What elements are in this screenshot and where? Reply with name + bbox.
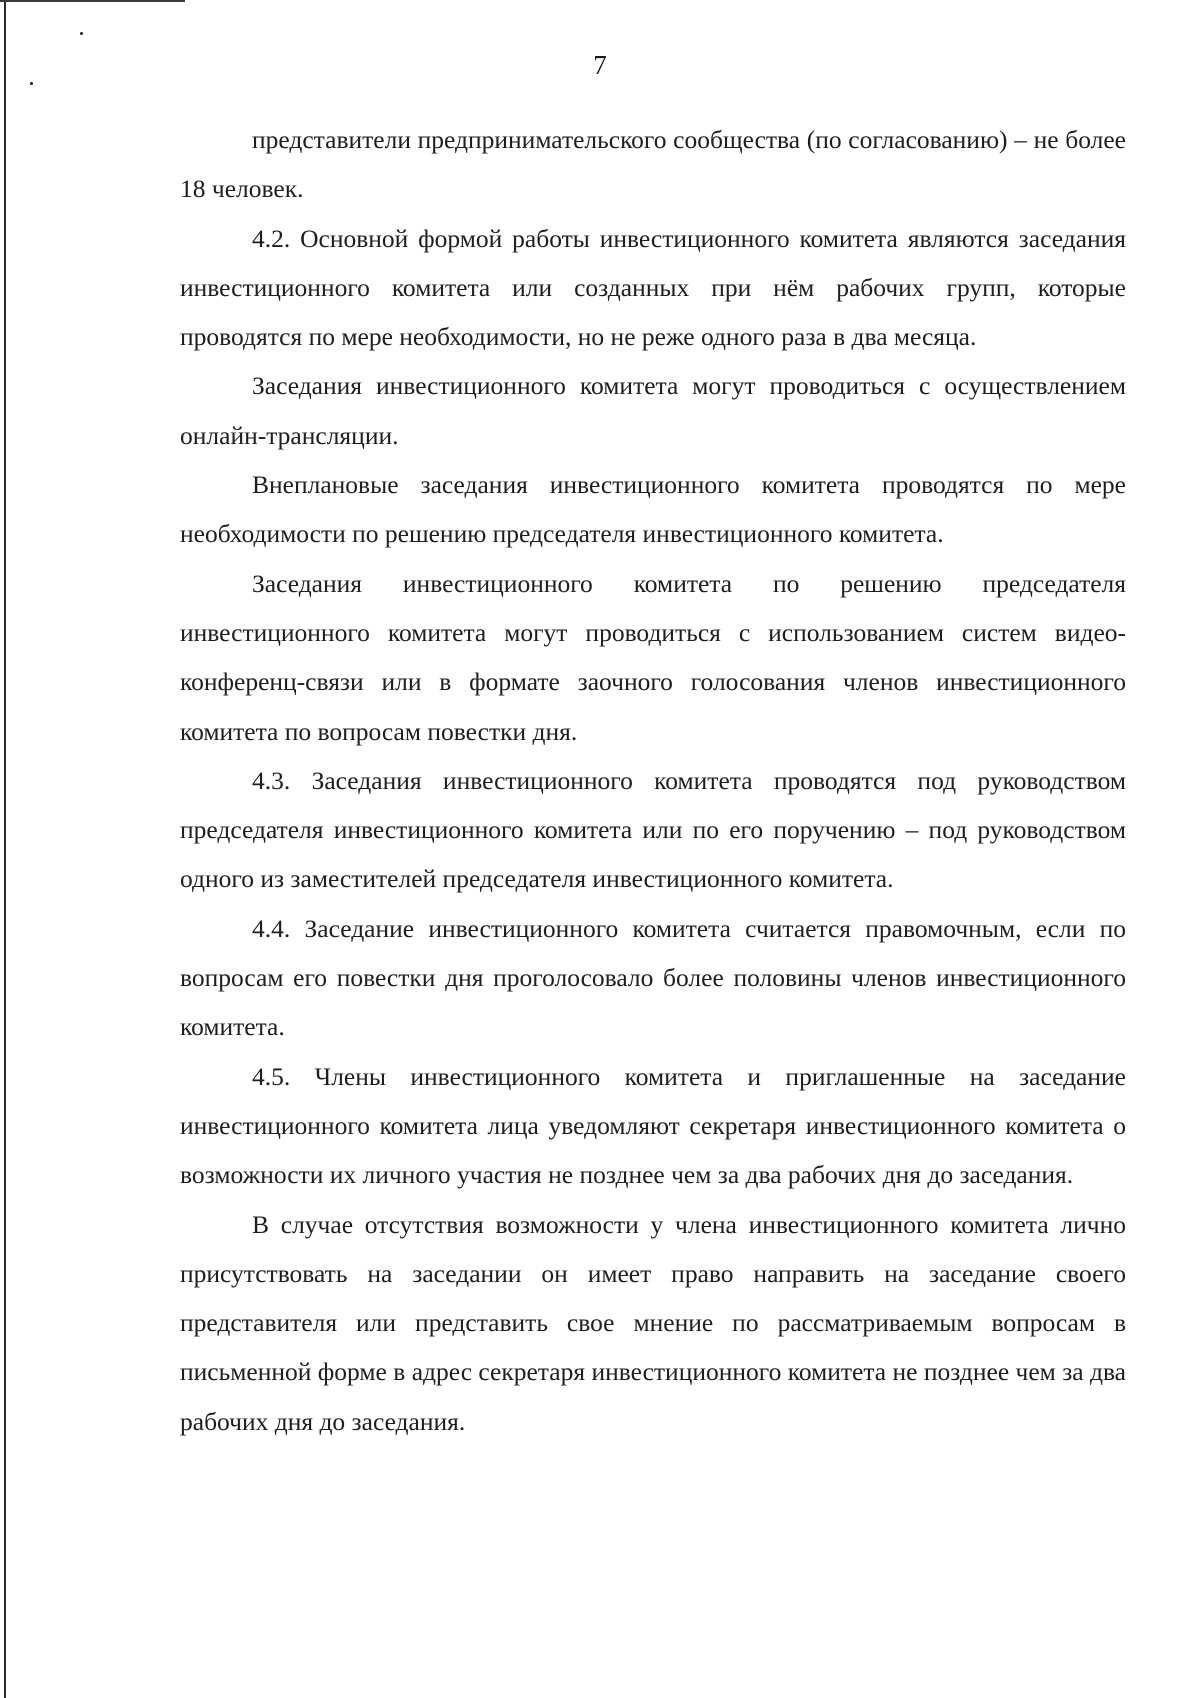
paragraph-4-4: 4.4. Заседание инвестиционного комитета считается правомочным, если по вопросам его повестки дня проголосовало более половины членов инвестиционного комитета. bbox=[180, 913, 1126, 1042]
scan-speck bbox=[80, 32, 83, 35]
scan-edge-top bbox=[0, 0, 185, 2]
paragraph-unscheduled-meetings: Внеплановые заседания инвестиционного комитета проводятся по мере необходимости по решению председателя инвестиционного комитета. bbox=[180, 470, 1126, 549]
scan-edge-left bbox=[4, 0, 6, 1698]
paragraph-video-conference: Заседания инвестиционного комитета по решению председателя инвестиционного комитета могут проводиться с использованием систем видео-конференц-связи или в формате заочного голосования членов инвестиционного комитета по вопросам повестки дня. bbox=[180, 568, 1126, 746]
paragraph-4-2: 4.2. Основной формой работы инвестиционного комитета являются заседания инвестиционного комитета или созданных при нём рабочих групп, которые проводятся по мере необходимости, но не реже одного раза в два месяца. bbox=[180, 223, 1126, 352]
paragraph-online-broadcast: Заседания инвестиционного комитета могут проводиться с осуществлением онлайн-трансляции. bbox=[180, 371, 1126, 450]
paragraph-absence: В случае отсутствия возможности у члена инвестиционного комитета лично присутствовать на заседании он имеет право направить на заседание своего представителя или представить свое мнение по рассматриваемым вопросам в письменной форме в адрес секретаря инвестиционного комитета не позднее чем за два рабочих дня до заседания. bbox=[180, 1209, 1126, 1436]
page-number: 7 bbox=[593, 50, 607, 80]
document-body bbox=[180, 115, 1126, 1446]
paragraph-4-3: 4.3. Заседания инвестиционного комитета проводятся под руководством председателя инвестиционного комитета или по его поручению – под руководством одного из заместителей председателя инвестиционного комитета. bbox=[180, 765, 1126, 894]
paragraph-4-5: 4.5. Члены инвестиционного комитета и приглашенные на заседание инвестиционного комитета лица уведомляют секретаря инвестиционного комитета о возможности их личного участия не позднее чем за два рабочих дня до заседания. bbox=[180, 1061, 1126, 1190]
scan-speck bbox=[30, 82, 33, 85]
paragraph-representatives: представители предпринимательского сообщества (по согласованию) – не более 18 человек. bbox=[180, 125, 1126, 204]
